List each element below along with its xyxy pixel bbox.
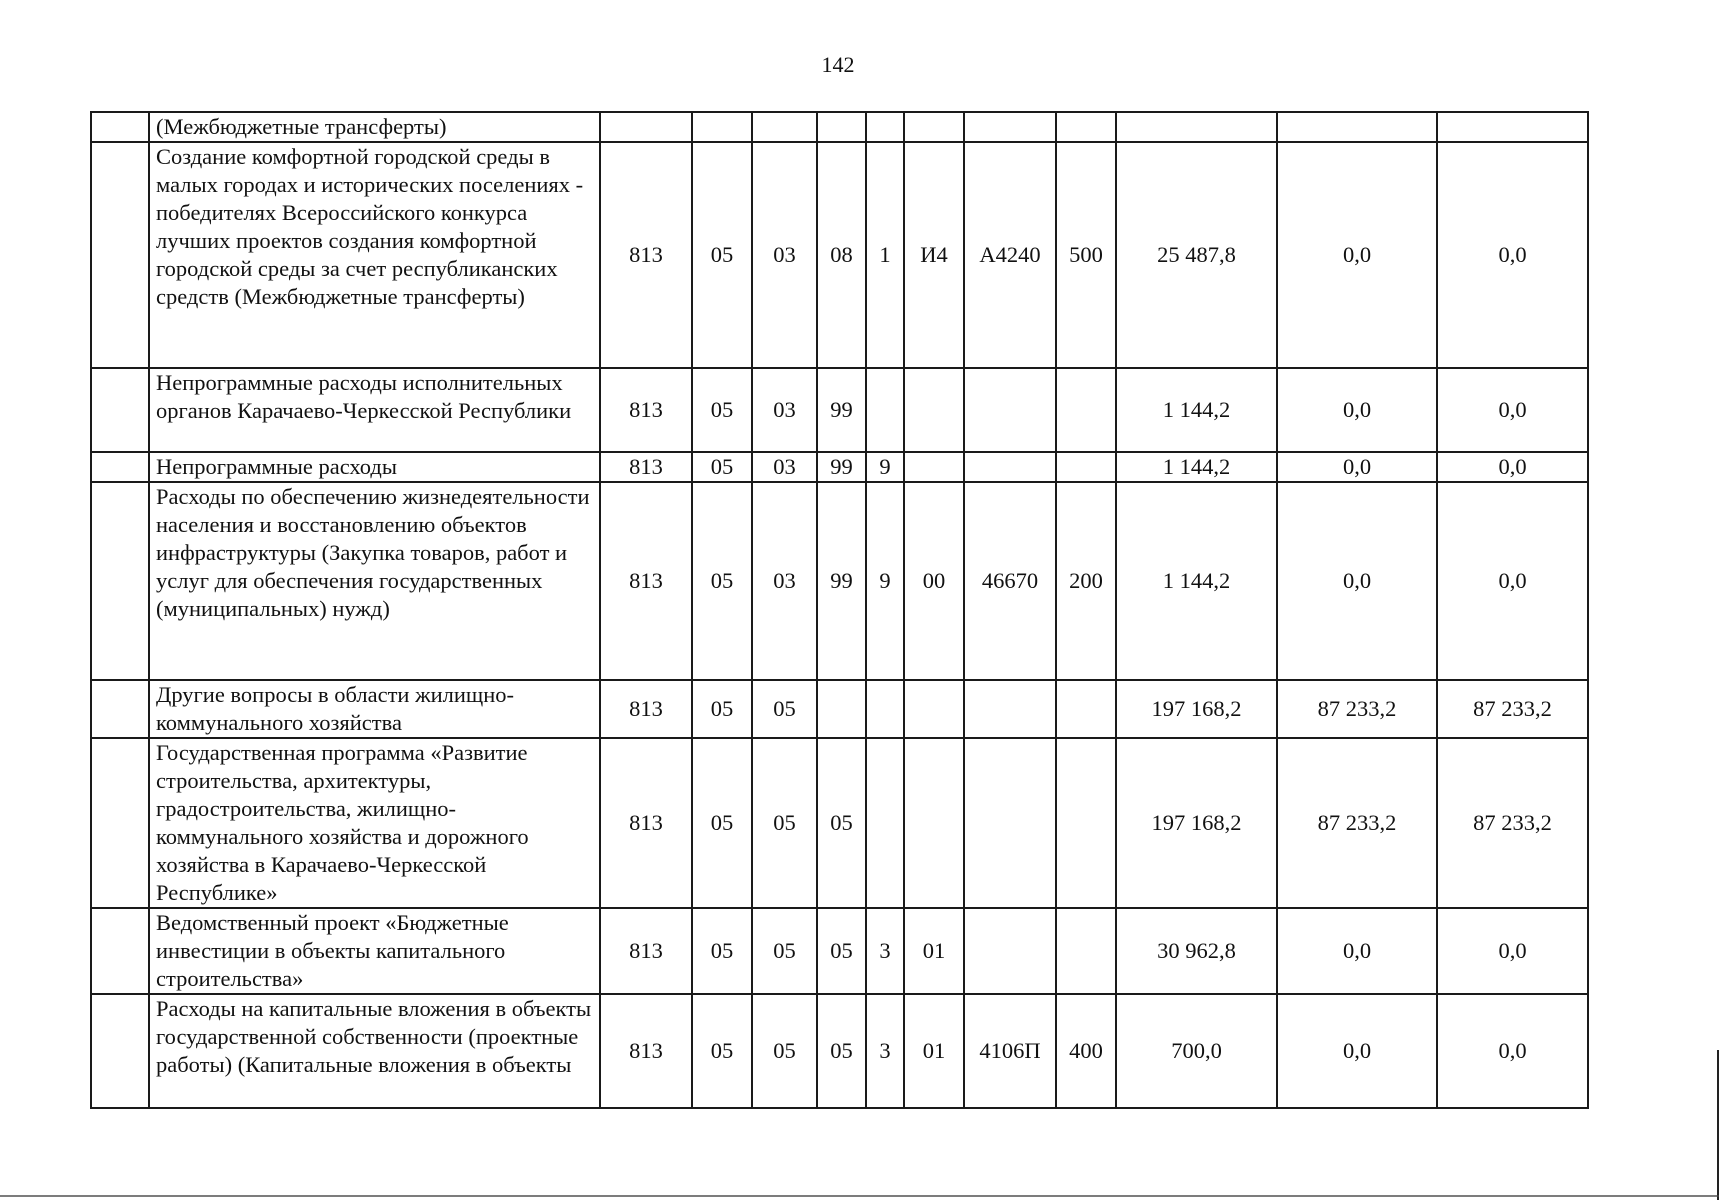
code-program: 99 <box>817 368 866 452</box>
code-program: 99 <box>817 482 866 680</box>
code-section: 05 <box>692 908 752 994</box>
amount-year-3: 0,0 <box>1437 452 1588 482</box>
code-expense-type <box>1056 738 1116 908</box>
row-description: Ведомственный проект «Бюджетные инвестиции в объекты капитального строительства» <box>149 908 600 994</box>
row-description: (Межбюджетные трансферты) <box>149 112 600 142</box>
amount-year-3: 0,0 <box>1437 994 1588 1108</box>
code-direction: 46670 <box>964 482 1056 680</box>
code-project: 00 <box>904 482 964 680</box>
code-expense-type <box>1056 112 1116 142</box>
code-ministry: 813 <box>600 680 692 738</box>
code-project <box>904 452 964 482</box>
code-project <box>904 368 964 452</box>
code-section: 05 <box>692 738 752 908</box>
code-ministry: 813 <box>600 738 692 908</box>
row-description: Расходы по обеспечению жизнедеятельности населения и восстановлению объектов инфраструктуры (Закупка товаров, работ и услуг для обеспечения государственных (муниципальных) нужд) <box>149 482 600 680</box>
amount-year-1: 25 487,8 <box>1116 142 1277 368</box>
code-subsection: 03 <box>752 368 817 452</box>
table-row <box>91 908 1588 994</box>
amount-year-1 <box>1116 112 1277 142</box>
code-ministry: 813 <box>600 994 692 1108</box>
row-description: Непрограммные расходы исполнительных органов Карачаево-Черкесской Республики <box>149 368 600 452</box>
row-index-cell <box>91 738 149 908</box>
code-program: 05 <box>817 994 866 1108</box>
row-description: Другие вопросы в области жилищно-коммунального хозяйства <box>149 680 600 738</box>
amount-year-2: 0,0 <box>1277 142 1437 368</box>
code-section: 05 <box>692 452 752 482</box>
code-ministry <box>600 112 692 142</box>
row-index-cell <box>91 908 149 994</box>
code-subsection: 05 <box>752 908 817 994</box>
row-index-cell <box>91 680 149 738</box>
amount-year-1: 197 168,2 <box>1116 738 1277 908</box>
amount-year-2: 0,0 <box>1277 994 1437 1108</box>
code-expense-type: 500 <box>1056 142 1116 368</box>
amount-year-2: 87 233,2 <box>1277 738 1437 908</box>
table-row <box>91 994 1588 1108</box>
row-index-cell <box>91 142 149 368</box>
code-subsection <box>752 112 817 142</box>
code-direction <box>964 452 1056 482</box>
code-subprogram <box>866 112 904 142</box>
row-index-cell <box>91 482 149 680</box>
amount-year-2: 0,0 <box>1277 452 1437 482</box>
code-ministry: 813 <box>600 908 692 994</box>
row-index-cell <box>91 112 149 142</box>
amount-year-3: 87 233,2 <box>1437 680 1588 738</box>
code-ministry: 813 <box>600 142 692 368</box>
amount-year-1: 30 962,8 <box>1116 908 1277 994</box>
amount-year-1: 197 168,2 <box>1116 680 1277 738</box>
amount-year-1: 1 144,2 <box>1116 368 1277 452</box>
budget-table <box>90 111 1589 1109</box>
code-project <box>904 112 964 142</box>
code-subprogram: 9 <box>866 452 904 482</box>
code-subsection: 05 <box>752 680 817 738</box>
code-subprogram <box>866 680 904 738</box>
code-expense-type <box>1056 908 1116 994</box>
amount-year-2: 0,0 <box>1277 482 1437 680</box>
amount-year-2: 0,0 <box>1277 368 1437 452</box>
row-index-cell <box>91 994 149 1108</box>
amount-year-1: 1 144,2 <box>1116 452 1277 482</box>
code-subprogram: 3 <box>866 994 904 1108</box>
code-direction: 4106П <box>964 994 1056 1108</box>
code-project <box>904 680 964 738</box>
code-project: 01 <box>904 908 964 994</box>
amount-year-3: 0,0 <box>1437 908 1588 994</box>
code-section: 05 <box>692 482 752 680</box>
code-subsection: 05 <box>752 994 817 1108</box>
amount-year-3: 0,0 <box>1437 482 1588 680</box>
amount-year-2 <box>1277 112 1437 142</box>
code-project: 01 <box>904 994 964 1108</box>
amount-year-3: 87 233,2 <box>1437 738 1588 908</box>
code-ministry: 813 <box>600 482 692 680</box>
code-ministry: 813 <box>600 368 692 452</box>
code-expense-type <box>1056 452 1116 482</box>
amount-year-3: 0,0 <box>1437 368 1588 452</box>
code-subprogram: 1 <box>866 142 904 368</box>
code-expense-type <box>1056 368 1116 452</box>
amount-year-1: 1 144,2 <box>1116 482 1277 680</box>
code-program <box>817 680 866 738</box>
code-program <box>817 112 866 142</box>
code-direction: А4240 <box>964 142 1056 368</box>
row-description: Непрограммные расходы <box>149 452 600 482</box>
code-subprogram <box>866 368 904 452</box>
code-direction <box>964 368 1056 452</box>
row-description: Государственная программа «Развитие строительства, архитектуры, градостроительства, жилищно-коммунального хозяйства и дорожного хозяйства в Карачаево-Черкесской Республике» <box>149 738 600 908</box>
row-index-cell <box>91 452 149 482</box>
code-subsection: 03 <box>752 482 817 680</box>
code-section <box>692 112 752 142</box>
code-project: И4 <box>904 142 964 368</box>
page-number: 142 <box>821 52 855 77</box>
table-row <box>91 112 1588 142</box>
code-program: 08 <box>817 142 866 368</box>
code-project <box>904 738 964 908</box>
code-section: 05 <box>692 368 752 452</box>
code-direction <box>964 112 1056 142</box>
code-subsection: 03 <box>752 452 817 482</box>
code-subprogram <box>866 738 904 908</box>
amount-year-2: 0,0 <box>1277 908 1437 994</box>
table-row <box>91 142 1588 368</box>
code-section: 05 <box>692 142 752 368</box>
code-subsection: 03 <box>752 142 817 368</box>
table-row <box>91 482 1588 680</box>
code-subprogram: 3 <box>866 908 904 994</box>
table-row <box>91 452 1588 482</box>
code-subsection: 05 <box>752 738 817 908</box>
table-row <box>91 368 1588 452</box>
amount-year-3: 0,0 <box>1437 142 1588 368</box>
row-index-cell <box>91 368 149 452</box>
code-section: 05 <box>692 680 752 738</box>
code-subprogram: 9 <box>866 482 904 680</box>
table-row <box>91 680 1588 738</box>
code-program: 99 <box>817 452 866 482</box>
amount-year-1: 700,0 <box>1116 994 1277 1108</box>
code-expense-type: 400 <box>1056 994 1116 1108</box>
code-direction <box>964 738 1056 908</box>
code-program: 05 <box>817 908 866 994</box>
code-program: 05 <box>817 738 866 908</box>
scan-edge-bottom <box>0 1195 1719 1197</box>
table-row <box>91 738 1588 908</box>
code-expense-type: 200 <box>1056 482 1116 680</box>
row-description: Расходы на капитальные вложения в объекты государственной собственности (проектные работы) (Капитальные вложения в объекты <box>149 994 600 1108</box>
code-section: 05 <box>692 994 752 1108</box>
code-direction <box>964 680 1056 738</box>
amount-year-3 <box>1437 112 1588 142</box>
code-ministry: 813 <box>600 452 692 482</box>
code-expense-type <box>1056 680 1116 738</box>
row-description: Создание комфортной городской среды в малых городах и исторических поселениях - победителях Всероссийского конкурса лучших проектов создания комфортной городской среды за счет республиканских средств (Межбюджетные трансферты) <box>149 142 600 368</box>
amount-year-2: 87 233,2 <box>1277 680 1437 738</box>
code-direction <box>964 908 1056 994</box>
